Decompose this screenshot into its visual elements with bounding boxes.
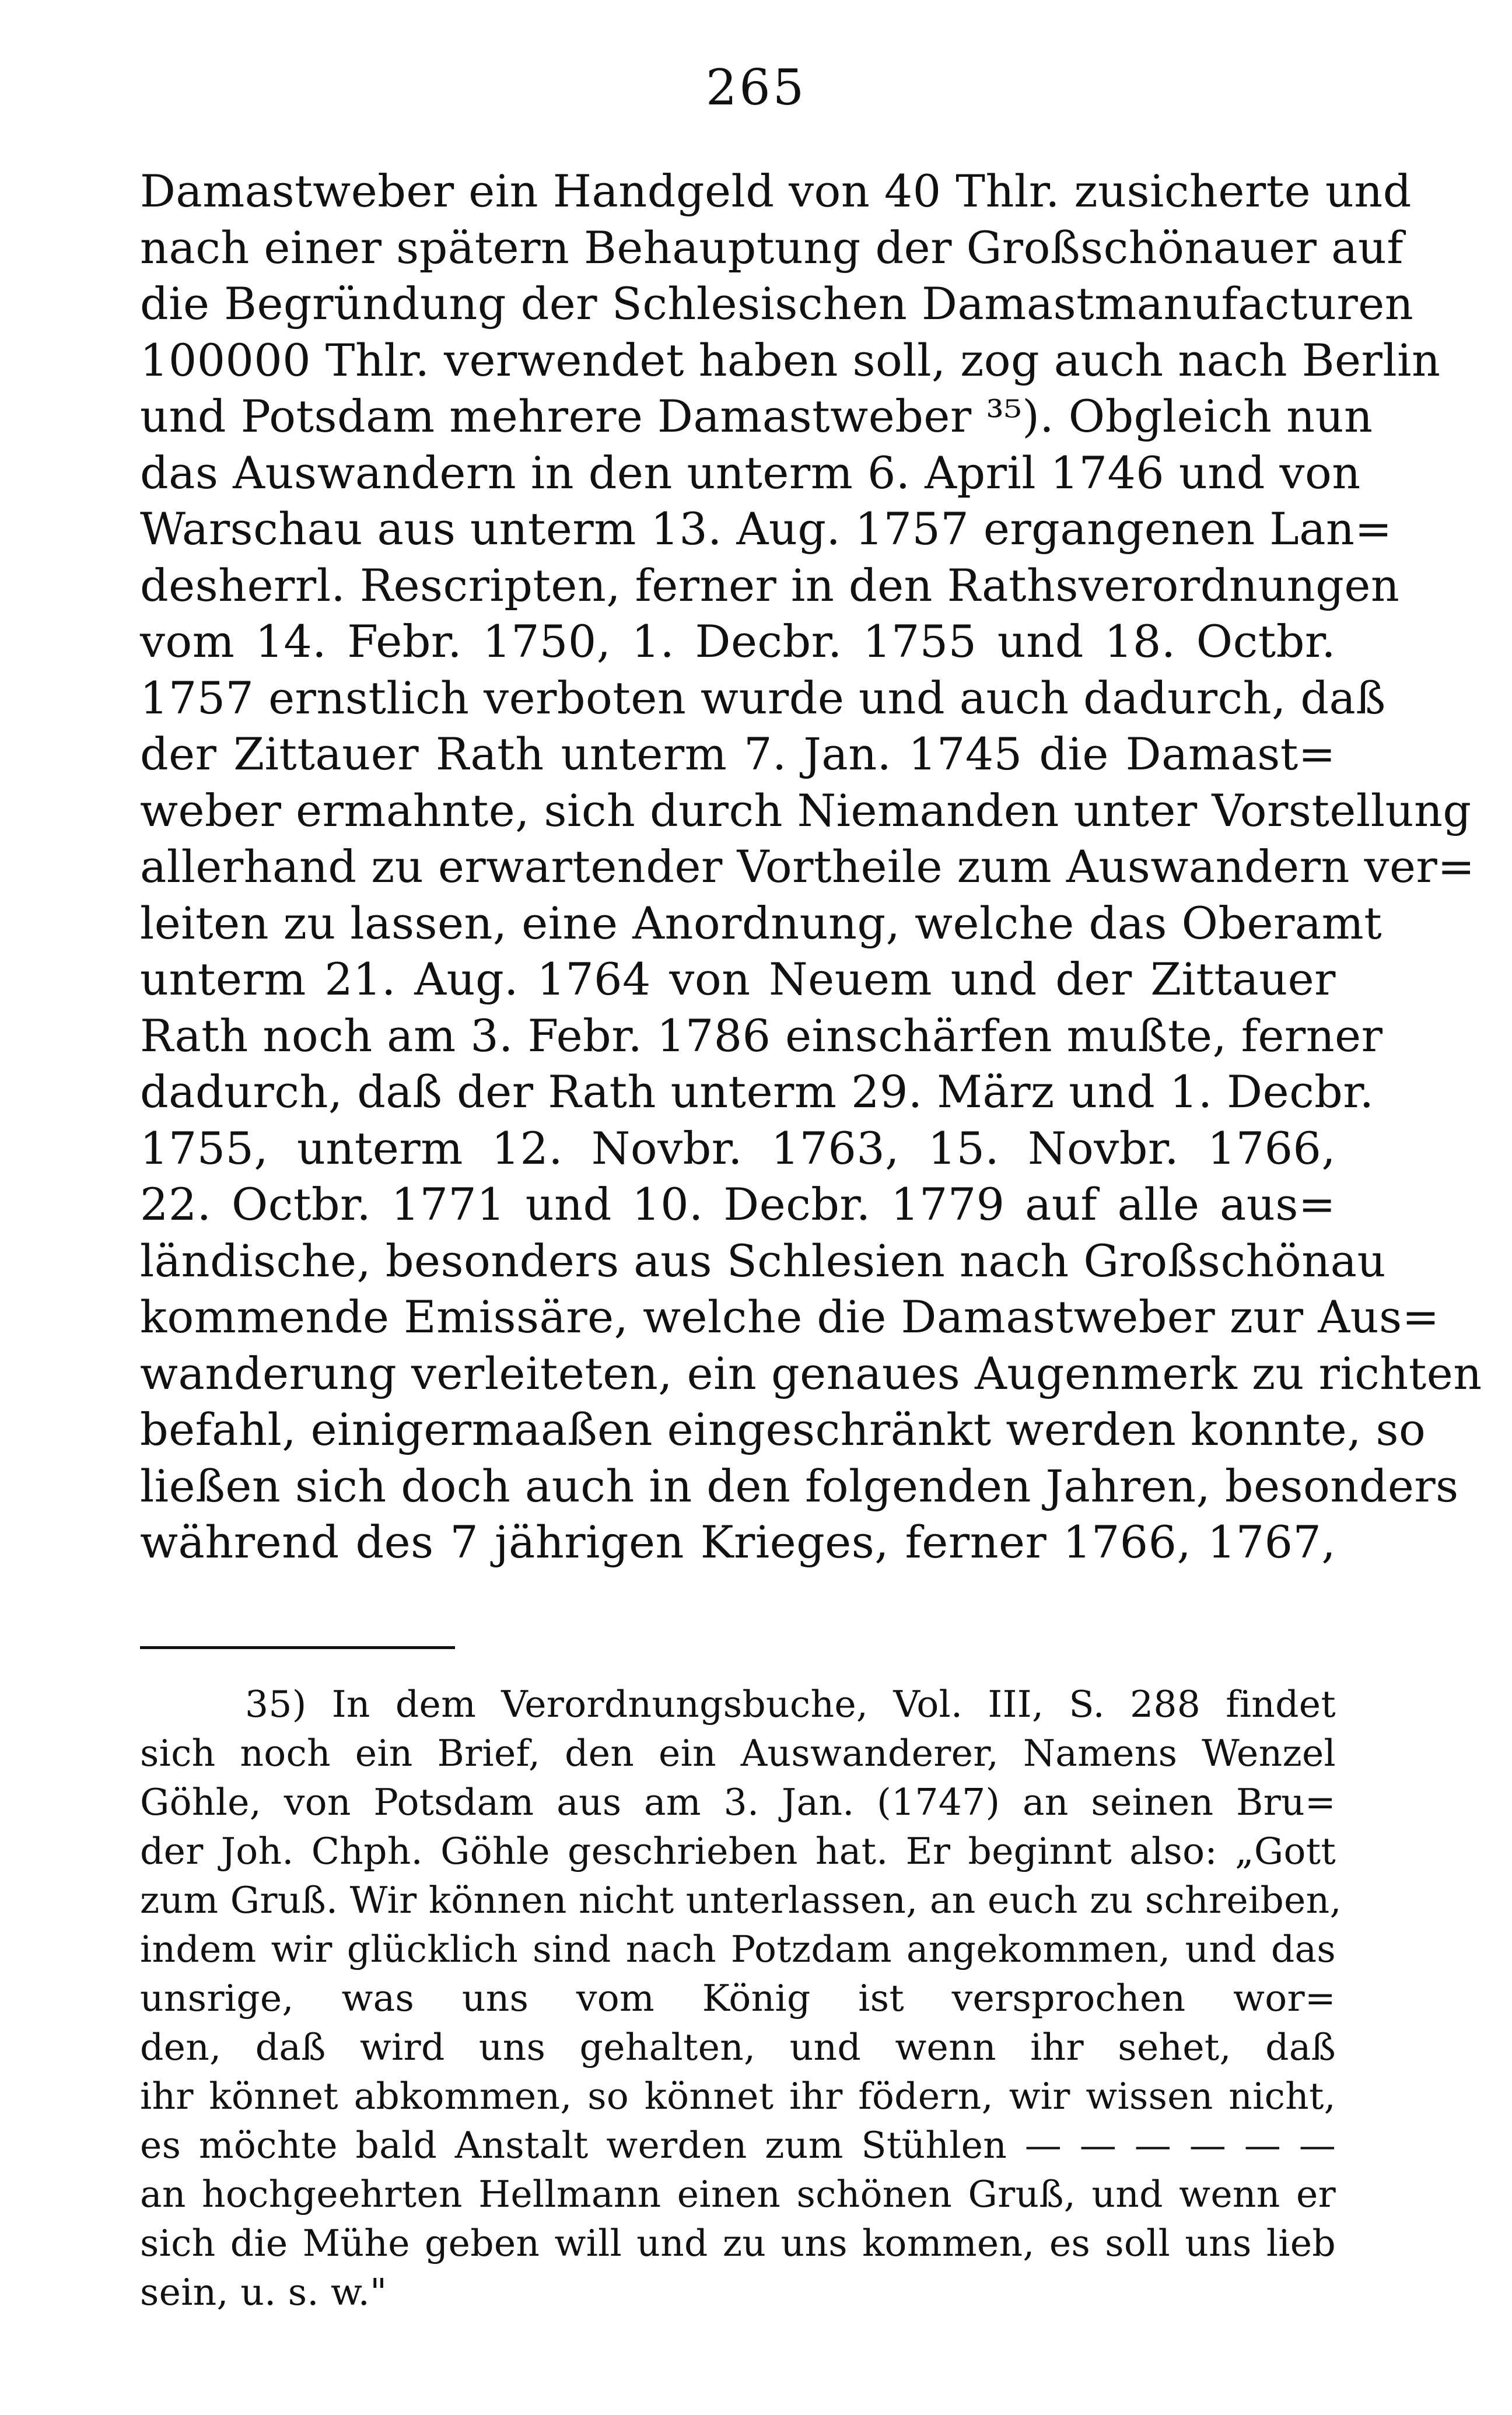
- footnote-line: sich die Mühe geben will und zu uns kommen, es soll uns lieb: [140, 2222, 1336, 2264]
- body-line: 100000 Thlr. verwendet haben soll, zog auch nach Berlin: [140, 334, 1441, 386]
- body-line: befahl, einigermaaßen eingeschränkt werden konnte, so: [140, 1404, 1426, 1455]
- body-line: während des 7 jährigen Krieges, ferner 1766, 1767,: [140, 1516, 1336, 1568]
- footnote-line: ihr könnet abkommen, so könnet ihr födern, wir wissen nicht,: [140, 2075, 1336, 2118]
- body-line: 1755, unterm 12. Novbr. 1763, 15. Novbr. 1766,: [140, 1122, 1336, 1174]
- body-line: das Auswandern in den unterm 6. April 1746 und von: [140, 446, 1361, 499]
- body-line: kommende Emissäre, welche die Damastweber zur Aus=: [140, 1291, 1440, 1343]
- body-line: vom 14. Febr. 1750, 1. Decbr. 1755 und 18. Octbr.: [140, 615, 1336, 667]
- footnote-line: an hochgeehrten Hellmann einen schönen Gruß, und wenn er: [140, 2173, 1336, 2216]
- footnote-line: Göhle, von Potsdam aus am 3. Jan. (1747) an seinen Bru=: [140, 1781, 1336, 1824]
- footnote-line: indem wir glücklich sind nach Potzdam angekommen, und das: [140, 1928, 1336, 1971]
- footnote-line: sich noch ein Brief, den ein Auswanderer, Namens Wenzel: [140, 1732, 1336, 1774]
- body-line: der Zittauer Rath unterm 7. Jan. 1745 die Damast=: [140, 728, 1336, 780]
- footnote-line: zum Gruß. Wir können nicht unterlassen, an euch zu schreiben,: [140, 1879, 1342, 1922]
- page-number: 265: [705, 59, 807, 116]
- footnote-line: es möchte bald Anstalt werden zum Stühlen — — — — — —: [140, 2124, 1336, 2166]
- body-line: allerhand zu erwartender Vortheile zum Auswandern ver=: [140, 841, 1475, 892]
- body-line: wanderung verleiteten, ein genaues Augenmerk zu richten: [140, 1347, 1482, 1399]
- body-line: Rath noch am 3. Febr. 1786 einschärfen mußte, ferner: [140, 1009, 1383, 1062]
- footnote-line: unsrige, was uns vom König ist versprochen wor=: [140, 1977, 1336, 2020]
- body-line: Warschau aus unterm 13. Aug. 1757 ergangenen Lan=: [140, 503, 1392, 555]
- body-line: leiten zu lassen, eine Anordnung, welche das Oberamt: [140, 897, 1382, 949]
- footnote-line: sein, u. s. w.": [140, 2271, 387, 2314]
- body-line: Damastweber ein Handgeld von 40 Thlr. zusicherte und: [140, 165, 1412, 217]
- body-line: desherrl. Rescripten, ferner in den Rathsverordnungen: [140, 559, 1400, 611]
- body-line: nach einer spätern Behauptung der Großschönauer auf: [140, 221, 1404, 274]
- body-line: 1757 ernstlich verboten wurde und auch dadurch, daß: [140, 671, 1386, 724]
- body-line: ließen sich doch auch in den folgenden Jahren, besonders: [140, 1460, 1459, 1512]
- footnote-line: 35) In dem Verordnungsbuche, Vol. III, S. 288 findet: [245, 1683, 1336, 1726]
- footnote-line: den, daß wird uns gehalten, und wenn ihr sehet, daß: [140, 2026, 1336, 2068]
- footnote-separator-rule: [140, 1646, 455, 1649]
- body-line: und Potsdam mehrere Damastweber ³⁵). Obgleich nun: [140, 390, 1373, 442]
- body-line: weber ermahnte, sich durch Niemanden unter Vorstellung: [140, 784, 1472, 836]
- body-line: die Begründung der Schlesischen Damastmanufacturen: [140, 278, 1414, 330]
- body-text: [140, 163, 1482, 1571]
- body-line: dadurch, daß der Rath unterm 29. März und 1. Decbr.: [140, 1066, 1374, 1118]
- footnote: [140, 1680, 1342, 2317]
- body-line: ländische, besonders aus Schlesien nach Großschönau: [140, 1234, 1386, 1287]
- footnote-line: der Joh. Chph. Göhle geschrieben hat. Er beginnt also: „Gott: [140, 1830, 1336, 1873]
- body-line: 22. Octbr. 1771 und 10. Decbr. 1779 auf alle aus=: [140, 1178, 1336, 1230]
- body-line: unterm 21. Aug. 1764 von Neuem und der Zittauer: [140, 953, 1336, 1005]
